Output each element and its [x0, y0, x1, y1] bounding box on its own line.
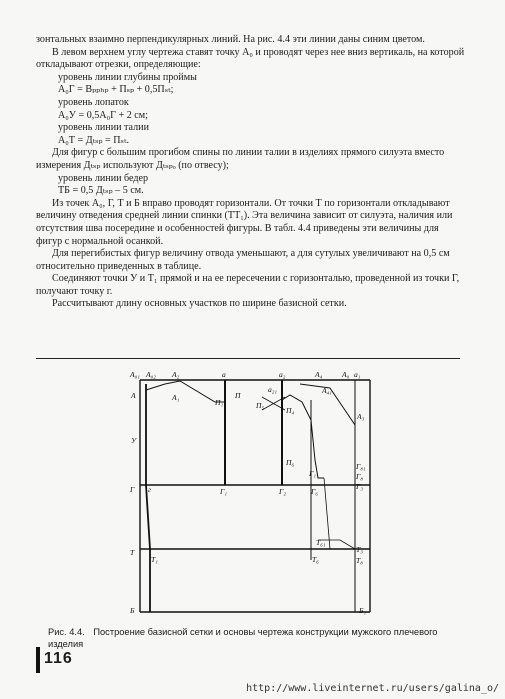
- point-label-u: У: [131, 436, 137, 445]
- back-contour: [146, 384, 150, 612]
- paragraph: Для перегибистых фигур величину отвода уменьшают, а для сутулых увеличивают на 0,5 см относительно приведенных в таблице.: [36, 248, 450, 272]
- caption-number: Рис. 4.4.: [48, 627, 85, 637]
- paragraph: Рассчитывают длину основных участков по ширине базисной сетки.: [52, 298, 347, 310]
- point-label-a1: А₁: [172, 393, 180, 402]
- point-label-p1: П₁: [215, 398, 224, 407]
- point-label-a4: А₄: [315, 370, 323, 379]
- point-label-a41: А₄₁: [322, 386, 332, 395]
- point-label-t6: Т₆: [312, 555, 319, 564]
- point-label-g3: Г₃: [356, 482, 363, 491]
- point-label-g1: Г₁: [309, 469, 316, 478]
- paragraph: уровень линии глубины проймы: [58, 71, 197, 83]
- figure-caption: [48, 627, 458, 650]
- point-label-b1: Б₁: [359, 606, 367, 615]
- paragraph: Из точек А₀, Г, Т и Б вправо проводят горизонтали. От точки Т по горизонтали откладывают величину отведения средней линии спинки (ТТ₁). Эта величина зависит от силуэта, наличия или отсутствия шва посередине и особенностей фигуры. В табл. 4.4 приведены эти величины для фигур с нормальной осанкой.: [36, 197, 453, 247]
- point-label-t8: Т₈: [356, 556, 363, 565]
- paragraph: уровень линии талии: [58, 122, 149, 134]
- paragraph: Для фигур с большим прогибом спины по линии талии в изделиях прямого силуэта вместо измерения Дₜₛₚ используют Дₜₛₚₒ (по отвесу);: [36, 147, 445, 171]
- paragraph: уровень линии бедер: [58, 172, 149, 184]
- point-label-a1: а₁: [354, 370, 361, 379]
- paragraph: В левом верхнем углу чертежа ставят точку А₀ и проводят через нее вниз вертикаль, на которой откладывают отрезки, определяющие:: [36, 46, 465, 71]
- page-number: 116: [44, 650, 73, 667]
- point-label-p: П: [235, 391, 241, 400]
- point-label-a: А: [131, 391, 136, 400]
- point-label-g8: Г₈: [356, 472, 363, 481]
- point-label-t3: Т₃: [356, 545, 363, 554]
- point-label-g: Г: [130, 485, 135, 494]
- point-label-a02: А₀₂: [146, 370, 156, 379]
- source-watermark: http://www.liveinternet.ru/users/galina_o/: [246, 683, 499, 694]
- caption-text: Построение базисной сетки и основы чертежа конструкции мужского плечевого изделия: [48, 627, 438, 649]
- paragraph: А₀Т = Дₜₛₚ = Пₛₜ.: [58, 134, 129, 146]
- paragraph: ТБ = 0,5 Дₜₛₚ – 5 см.: [58, 185, 144, 197]
- front-neck: [330, 388, 355, 425]
- point-label-g: г: [148, 485, 151, 494]
- point-label-a0r: А₀: [342, 370, 350, 379]
- back-neck: [146, 381, 180, 390]
- page-number-bar: [36, 647, 40, 673]
- point-label-a3: А₃: [357, 412, 365, 421]
- point-label-p5: П₅: [256, 401, 265, 410]
- point-label-b: Б: [130, 606, 135, 615]
- point-label-a2: а₂: [279, 370, 286, 379]
- point-label-g1b: Г₁: [220, 487, 227, 496]
- point-label-g81: Г₈₁: [356, 462, 366, 471]
- point-label-g2: Г₂: [279, 487, 286, 496]
- point-label-a21: а₂₁: [268, 385, 278, 394]
- point-label-a: а: [222, 370, 226, 379]
- point-label-a01: А₀₁: [130, 370, 140, 379]
- paragraph: А₀Г = Вₚₚₕₚ + Пₛₚ + 0,5Пₛₜ;: [58, 84, 174, 96]
- paragraph: А₀У = 0,5А₀Г + 2 см;: [58, 109, 148, 121]
- point-label-t1: Т₁: [151, 555, 158, 564]
- point-label-g6: Г₆: [311, 487, 318, 496]
- paragraph: уровень лопаток: [58, 96, 129, 108]
- point-label-a2: А₂: [172, 370, 180, 379]
- point-label-t61: Т₆₁: [316, 538, 326, 547]
- point-label-t: Т: [130, 548, 135, 557]
- paragraph: зонтальных взаимно перпендикулярных линий. На рис. 4.4 эти линии даны синим цветом.: [36, 34, 425, 45]
- paragraph: Соединяют точки У и Т₁ прямой и на ее пересечении с горизонталью, проведенной из точки Г, получают точку г.: [36, 273, 460, 297]
- point-label-p4: П₄: [286, 406, 295, 415]
- point-label-p6: П₆: [286, 458, 295, 467]
